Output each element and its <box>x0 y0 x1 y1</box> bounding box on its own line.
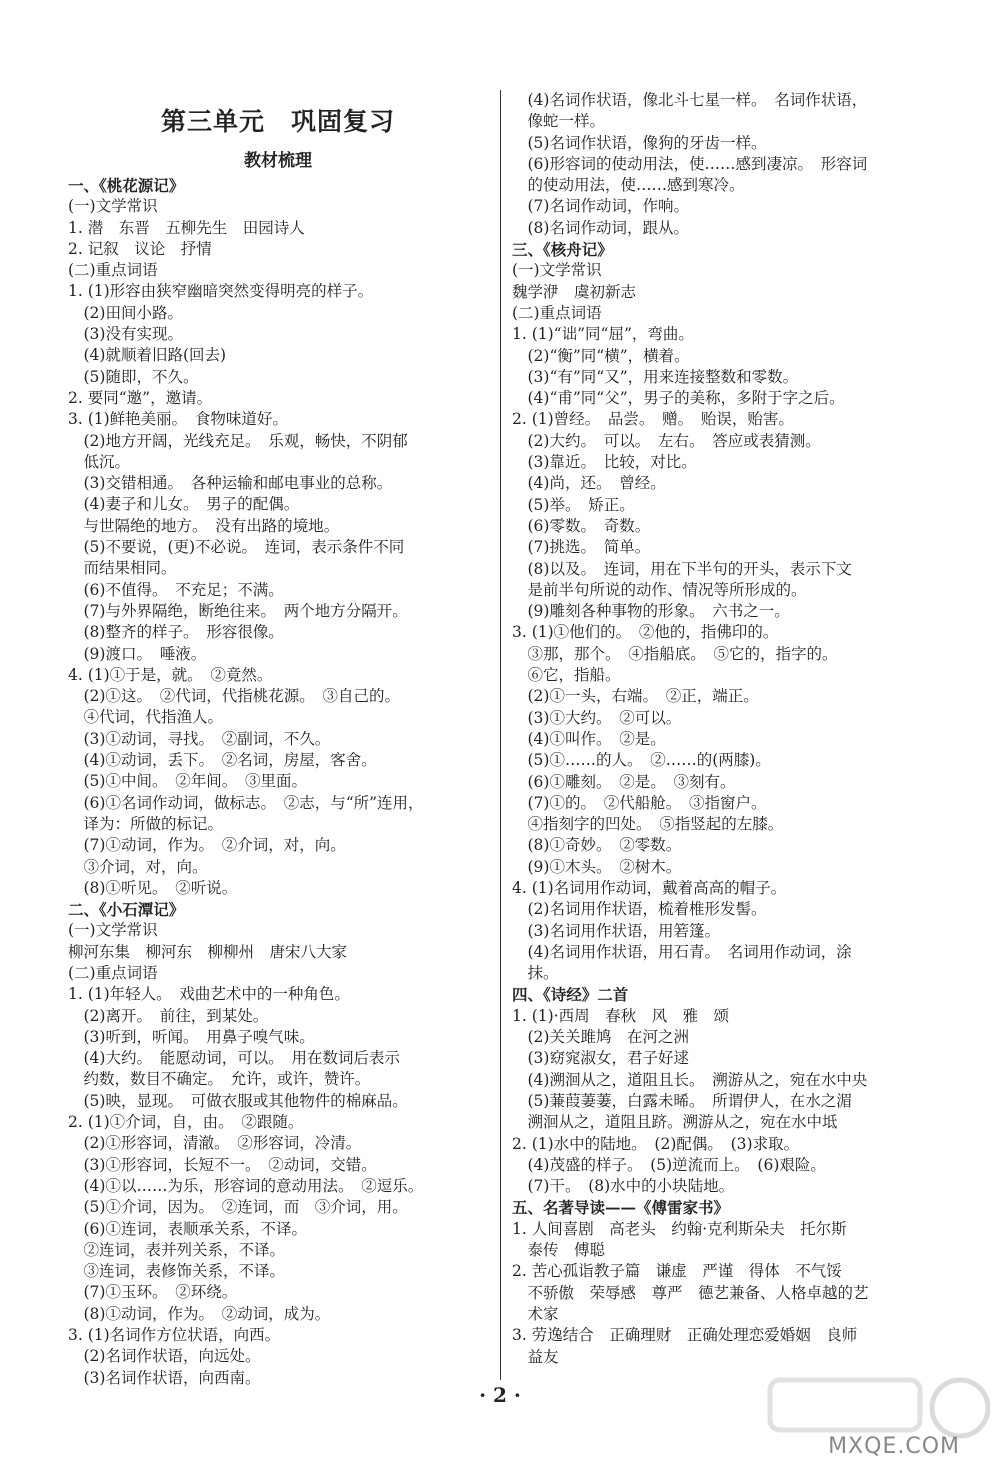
text-line: 的使动用法，使……感到寒冷。 <box>512 176 745 195</box>
text-line: 2. (1)①介词，自，由。 ②跟随。 <box>68 1113 304 1132</box>
text-line: (3)听到，听闻。 用鼻子嗅气味。 <box>68 1027 315 1046</box>
text-line: (2)地方开阔，光线充足。 乐观，畅快，不阴郁 <box>68 431 408 450</box>
text-line: (3)①动词，寻找。 ②副词，不久。 <box>68 729 331 748</box>
text-line: (9)雕刻各种事物的形象。 六书之一。 <box>512 602 790 621</box>
text-line: (5)不要说，(更)不必说。 连词，表示条件不同 <box>68 538 405 557</box>
text-line: 是前半句所说的动作、情况等所形成的。 <box>512 580 807 599</box>
text-line: (4)名词作状语，像北斗七星一样。 名词作状语， <box>512 91 868 109</box>
text-line: (7)名词作动词，作响。 <box>512 197 689 216</box>
text-line: (二)重点词语 <box>512 303 602 322</box>
text-line: 1. (1)形容由狭窄幽暗突然变得明亮的样子。 <box>68 282 374 301</box>
right-column <box>512 90 942 1368</box>
text-line: (6)①名词作动词，做标志。 ②志，与“所”连用， <box>68 793 424 812</box>
text-line: (6)零数。 奇数。 <box>512 516 651 535</box>
text-line: (一)文学常识 <box>512 261 602 280</box>
text-line: (2)离开。 前往，到某处。 <box>68 1006 269 1025</box>
text-line: (8)整齐的样子。 形容很像。 <box>68 623 284 642</box>
text-line: (4)溯洄从之，道阻且长。 溯游从之，宛在水中央 <box>512 1070 868 1089</box>
text-line: (2)“衡”同“横”，横着。 <box>512 346 690 365</box>
text-line: (2)关关雎鸠 在河之洲 <box>512 1028 689 1047</box>
section-heading: 三、《核舟记》 <box>512 240 613 260</box>
text-line: (6)不值得。 不充足；不满。 <box>68 580 284 599</box>
text-line: 不骄傲 荣辱感 尊严 德艺兼备、人格卓越的艺 <box>512 1283 869 1302</box>
text-line: (4)①动词，丢下。 ②名词，房屋，客舍。 <box>68 751 377 770</box>
text-line: 2. 记叙 议论 抒情 <box>68 239 212 258</box>
text-line: 低沉。 <box>68 452 131 471</box>
text-line: (9)①木头。 ②树木。 <box>512 857 682 876</box>
text-line: (9)渡口。 唾液。 <box>68 644 207 663</box>
text-line: (二)重点词语 <box>68 261 158 280</box>
text-line: 益友 <box>512 1347 559 1366</box>
text-line: ⑥它，指船。 <box>512 666 621 685</box>
text-line: (2)名词用作状语，梳着椎形发髻。 <box>512 900 767 919</box>
text-line: (8)以及。 连词，用在下半句的开头，表示下文 <box>512 559 852 578</box>
text-line: 3. (1)鲜艳美丽。 食物味道好。 <box>68 410 288 429</box>
text-line: (5)名词作状语，像狗的牙齿一样。 <box>512 133 767 152</box>
text-line: 4. (1)①于是，就。 ②竟然。 <box>68 665 273 684</box>
text-line: (7)①的。 ②代船舱。 ③指窗户。 <box>512 793 767 812</box>
text-line: 抹。 <box>512 964 559 983</box>
text-line: 魏学洢 虞初新志 <box>512 282 637 301</box>
text-line: 2. 要同“邀”，邀请。 <box>68 388 213 407</box>
left-column <box>68 92 488 1389</box>
text-line: (2)田间小路。 <box>68 303 183 322</box>
text-line: 泰传 傅聪 <box>512 1241 606 1260</box>
text-line: (8)①动词，作为。 ②动词，成为。 <box>68 1304 331 1323</box>
text-line: 1. (1)年轻人。 戏曲艺术中的一种角色。 <box>68 985 350 1004</box>
text-line: (3)①大约。 ②可以。 <box>512 708 682 727</box>
text-line: (8)①听见。 ②听说。 <box>68 878 238 897</box>
text-line: 1. (1)·西周 春秋 风 雅 颂 <box>512 1006 730 1025</box>
text-line: (8)名词作动词，跟从。 <box>512 218 689 237</box>
text-line: (7)与外界隔绝，断绝往来。 两个地方分隔开。 <box>68 601 408 620</box>
text-line: (6)①雕刻。 ②是。 ③刻有。 <box>512 772 736 791</box>
text-line: (6)①连词，表顺承关系，不译。 <box>68 1219 307 1238</box>
text-line: 1. (1)“诎”同“屈”，弯曲。 <box>512 325 694 344</box>
section-heading: 二、《小石潭记》 <box>68 900 185 920</box>
text-line: (4)就顺着旧路(回去) <box>68 346 227 365</box>
section-heading: 一、《桃花源记》 <box>68 176 185 195</box>
text-line: (4)①以……为乐，形容词的意动用法。 ②逗乐。 <box>68 1176 424 1195</box>
text-line: (4)①叫作。 ②是。 <box>512 729 666 748</box>
text-line: (3)没有实现。 <box>68 325 183 344</box>
text-line: (7)挑选。 简单。 <box>512 538 651 557</box>
text-line: (一)文学常识 <box>68 197 158 216</box>
text-line: 4. (1)名词用作动词，戴着高高的帽子。 <box>512 878 787 897</box>
text-line: (2)①形容词，清澈。 ②形容词，冷清。 <box>68 1134 362 1153</box>
text-line: 3. (1)名词作方位状语，向西。 <box>68 1326 281 1345</box>
text-line: 3. 劳逸结合 正确理财 正确处理恋爱婚姻 良师 <box>512 1326 858 1345</box>
text-line: (4)名词用作状语，用石青。 名词用作动词，涂 <box>512 942 852 961</box>
section-heading: 四、《诗经》二首 <box>512 985 629 1005</box>
column-divider <box>500 90 501 1380</box>
text-line: (3)名词作状语，向西南。 <box>68 1368 261 1387</box>
text-line: (5)①中间。 ②年间。 ③里面。 <box>68 772 307 791</box>
text-line: (5)蒹葭萋萋，白露未晞。 所谓伊人，在水之湄 <box>512 1091 852 1110</box>
text-line: (3)“有”同“又”，用来连接整数和零数。 <box>512 367 799 386</box>
page-title: 第三单元 巩固复习 <box>160 107 395 136</box>
text-line: (2)①一头，右端。 ②正，端正。 <box>512 687 759 706</box>
text-line: (2)大约。 可以。 左右。 答应或表猜测。 <box>512 431 821 450</box>
text-line: 像蛇一样。 <box>512 112 606 131</box>
text-line: (一)文学常识 <box>68 921 158 940</box>
text-line: (5)①……的人。 ②……的(两膝)。 <box>512 751 771 770</box>
text-line: (6)形容词的使动用法，使……感到凄凉。 形容词 <box>512 154 868 173</box>
text-line: 术家 <box>512 1304 559 1323</box>
text-line: (3)窈窕淑女，君子好逑 <box>512 1049 689 1068</box>
text-line: (4)尚，还。 曾经。 <box>512 474 666 493</box>
text-line: 2. 苦心孤诣教子篇 谦虚 严谨 得体 不气馁 <box>512 1262 842 1281</box>
text-line: 译为：所做的标记。 <box>68 814 224 833</box>
text-line: ③介词，对，向。 <box>68 857 208 876</box>
text-line: (5)映，显现。 可做衣服或其他物件的棉麻品。 <box>68 1091 408 1110</box>
text-line: 而结果相同。 <box>68 559 177 578</box>
text-line: (3)交错相通。 各种运输和邮电事业的总称。 <box>68 474 393 493</box>
page-number: · 2 · <box>479 1383 521 1407</box>
text-line: 约数，数目不确定。 允许，或许，赞许。 <box>68 1070 371 1089</box>
text-line: (2)名词作状语，向远处。 <box>68 1347 261 1366</box>
text-line: (5)①介词，因为。 ②连词，而 ③介词，用。 <box>68 1198 408 1217</box>
text-line: ③那，那个。 ④指船底。 ⑤它的，指字的。 <box>512 644 838 663</box>
section-heading: 五、名著导读——《傅雷家书》 <box>512 1198 730 1218</box>
text-line: 1. 人间喜剧 高老头 约翰·克利斯朵夫 托尔斯 <box>512 1219 847 1238</box>
section-subtitle: 教材梳理 <box>244 151 312 171</box>
right-lines <box>512 90 942 1368</box>
text-line: 2. (1)曾经。 品尝。 赠。 贻误，贻害。 <box>512 410 794 429</box>
text-line: (7)干。 (8)水中的小块陆地。 <box>512 1177 735 1196</box>
text-line: (8)①奇妙。 ②零数。 <box>512 836 682 855</box>
text-line: (2)①这。 ②代词，代指桃花源。 ③自己的。 <box>68 687 400 706</box>
text-line: 3. (1)①他们的。 ②他的，指佛印的。 <box>512 623 779 642</box>
text-line: (3)①形容词，长短不一。 ②动词，交错。 <box>68 1155 377 1174</box>
text-line: ②连词，表并列关系，不译。 <box>68 1240 286 1259</box>
left-lines <box>68 175 488 1389</box>
watermark-text: MXQE.COM <box>828 1434 960 1459</box>
text-line: (二)重点词语 <box>68 963 158 982</box>
text-line: ③连词，表修饰关系，不译。 <box>68 1262 286 1281</box>
text-line: (7)①玉环。 ②环绕。 <box>68 1283 238 1302</box>
text-line: 1. 潜 东晋 五柳先生 田园诗人 <box>68 218 305 237</box>
text-line: 2. (1)水中的陆地。 (2)配偶。 (3)求取。 <box>512 1134 800 1153</box>
text-line: (3)靠近。 比较，对比。 <box>512 453 697 472</box>
text-line: (4)茂盛的样子。 (5)逆流而上。 (6)艰险。 <box>512 1155 826 1174</box>
text-line: (4)妻子和儿女。 男子的配偶。 <box>68 495 300 514</box>
text-line: (3)名词用作状语，用箬篷。 <box>512 921 720 940</box>
text-line: (7)①动词，作为。 ②介词，对，向。 <box>68 836 346 855</box>
text-line: (4)“甫”同“父”，男子的美称，多附于字之后。 <box>512 389 845 408</box>
text-line: (5)举。 矫正。 <box>512 495 635 514</box>
text-line: (5)随即，不久。 <box>68 367 199 386</box>
text-line: ④指刻字的凹处。 ⑤指竖起的左膝。 <box>512 815 784 834</box>
text-line: ④代词，代指渔人。 <box>68 708 224 727</box>
text-line: 与世隔绝的地方。 没有出路的境地。 <box>68 516 340 535</box>
text-line: (4)大约。 能愿动词，可以。 用在数词后表示 <box>68 1049 400 1068</box>
text-line: 柳河东集 柳河东 柳柳州 唐宋八大家 <box>68 942 348 961</box>
text-line: 溯洄从之，道阻且跻。溯游从之，宛在水中坻 <box>512 1113 838 1132</box>
